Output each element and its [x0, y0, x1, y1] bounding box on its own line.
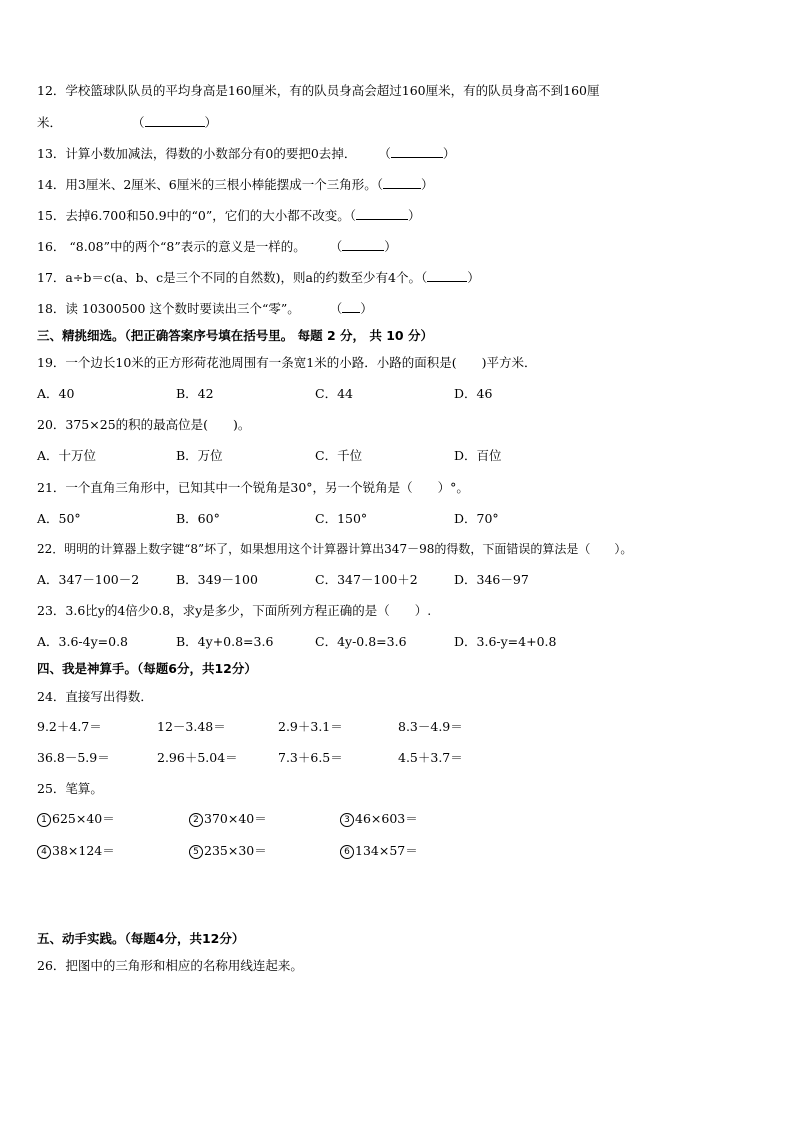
q24-problem: 2.9＋3.1＝	[278, 719, 343, 734]
close-paren: ）	[204, 115, 218, 130]
answer-blank-16[interactable]	[342, 238, 384, 251]
q25-item-5	[189, 842, 267, 860]
q24-problem: 7.3＋6.5＝	[278, 750, 343, 765]
q21-option-d[interactable]: D．70°	[454, 511, 499, 526]
close-paren: ）	[467, 270, 480, 285]
question-26: 26．把图中的三角形和相应的名称用线连起来。	[37, 958, 303, 973]
question-21: 21．一个直角三角形中，已知其中一个锐角是30°，另一个锐角是（ ）°。	[37, 480, 469, 495]
circled-number: 4	[37, 845, 51, 859]
q25-item-6	[340, 842, 418, 860]
open-paren: （	[329, 239, 343, 254]
q23-option-a[interactable]: A．3.6-4y=0.8	[37, 634, 128, 649]
section-5-heading: 五、动手实践。（每题4分，共12分）	[37, 931, 245, 946]
answer-blank-17[interactable]	[427, 269, 467, 282]
q22-option-a[interactable]: A．347－100－2	[37, 572, 140, 587]
circled-number: 5	[189, 845, 203, 859]
q25-item-text: 370×40＝	[204, 811, 267, 826]
question-15-text: 15．去掉6.700和50.9中的“0”，它们的大小都不改变。（	[37, 208, 357, 223]
q24-problem: 12－3.48＝	[157, 719, 226, 734]
circled-number: 1	[37, 813, 51, 827]
q22-option-d[interactable]: D．346－97	[454, 572, 529, 587]
q24-problem: 4.5＋3.7＝	[398, 750, 463, 765]
q25-item-1	[37, 810, 115, 828]
q21-option-c[interactable]: C．150°	[315, 511, 368, 526]
question-24: 24．直接写出得数．	[37, 689, 153, 704]
circled-number: 6	[340, 845, 354, 859]
question-18-text: 18．读 10300500 这个数时要读出三个“零”。	[37, 301, 300, 316]
question-19: 19．一个边长10米的正方形荷花池周围有一条宽1米的小路．小路的面积是( )平方米．	[37, 355, 537, 370]
q20-option-d[interactable]: D．百位	[454, 448, 502, 463]
q24-problem: 2.96＋5.04＝	[157, 750, 238, 765]
q19-option-d[interactable]: D．46	[454, 386, 493, 401]
close-paren: ）	[408, 208, 421, 223]
q23-option-c[interactable]: C．4y-0.8=3.6	[315, 634, 407, 649]
q19-option-a[interactable]: A．40	[37, 386, 75, 401]
circled-number: 2	[189, 813, 203, 827]
question-12	[37, 82, 599, 100]
q22-option-b[interactable]: B．349－100	[176, 572, 258, 587]
q25-item-text: 625×40＝	[52, 811, 115, 826]
question-12-text: 12．学校篮球队队员的平均身高是160厘米，有的队员身高会超过160厘米，有的队员身高不到160厘	[37, 83, 600, 98]
question-12-continuation	[37, 114, 217, 132]
question-16-text: 16． “8.08”中的两个“8”表示的意义是一样的。	[37, 239, 306, 254]
open-paren: （	[329, 301, 343, 316]
answer-blank-18[interactable]	[342, 300, 360, 313]
answer-blank-14[interactable]	[383, 176, 421, 189]
question-17-text: 17．a÷b＝c(a、b、c是三个不同的自然数)，则a的约数至少有4个。（	[37, 270, 428, 285]
answer-blank-12[interactable]	[145, 114, 205, 127]
q25-item-text: 235×30＝	[204, 843, 267, 858]
question-23: 23．3.6比y的4倍少0.8，求y是多少，下面所列方程正确的是（ ）.	[37, 603, 432, 618]
q24-problem: 36.8－5.9＝	[37, 750, 110, 765]
question-22: 22．明明的计算器上数字键“8”坏了，如果想用这个计算器计算出347－98的得数，下面错误的算法是（ ）。	[37, 542, 633, 556]
answer-blank-13[interactable]	[391, 145, 443, 158]
question-13	[37, 145, 455, 163]
q21-option-a[interactable]: A．50°	[37, 511, 81, 526]
question-25: 25．笔算。	[37, 781, 103, 796]
q21-option-b[interactable]: B．60°	[176, 511, 220, 526]
q19-option-c[interactable]: C．44	[315, 386, 353, 401]
circled-number: 3	[340, 813, 354, 827]
question-17	[37, 269, 480, 287]
section-3-heading: 三、精挑细选。（把正确答案序号填在括号里。 每题 2 分， 共 10 分）	[37, 328, 433, 343]
q25-item-text: 46×603＝	[355, 811, 418, 826]
question-14	[37, 176, 434, 194]
close-paren: ）	[442, 146, 456, 161]
q22-option-c[interactable]: C．347－100＋2	[315, 572, 418, 587]
q23-option-d[interactable]: D．3.6-y=4+0.8	[454, 634, 557, 649]
q25-item-4	[37, 842, 115, 860]
q20-option-a[interactable]: A．十万位	[37, 448, 97, 463]
q20-option-c[interactable]: C．千位	[315, 448, 363, 463]
section-4-heading: 四、我是神算手。（每题6分，共12分）	[37, 661, 257, 676]
question-18	[37, 300, 373, 318]
question-15	[37, 207, 421, 225]
q20-option-b[interactable]: B．万位	[176, 448, 223, 463]
open-paren: （	[378, 146, 391, 161]
q25-item-2	[189, 810, 267, 828]
question-13-text: 13．计算小数加减法，得数的小数部分有0的要把0去掉．	[37, 146, 357, 161]
q24-problem: 8.3－4.9＝	[398, 719, 463, 734]
q19-option-b[interactable]: B．42	[176, 386, 214, 401]
question-14-text: 14．用3厘米、2厘米、6厘米的三根小棒能摆成一个三角形。（	[37, 177, 384, 192]
question-12-cont-text: 米．	[37, 115, 63, 130]
question-16	[37, 238, 397, 256]
q25-item-text: 38×124＝	[52, 843, 115, 858]
q24-problem: 9.2＋4.7＝	[37, 719, 102, 734]
open-paren: （	[132, 115, 145, 130]
close-paren: ）	[384, 239, 397, 254]
q25-item-3	[340, 810, 418, 828]
close-paren: ）	[360, 301, 373, 316]
close-paren: ）	[421, 177, 434, 192]
answer-blank-15[interactable]	[356, 207, 408, 220]
q23-option-b[interactable]: B．4y+0.8=3.6	[176, 634, 274, 649]
question-20: 20．375×25的积的最高位是( )。	[37, 417, 251, 432]
q25-item-text: 134×57＝	[355, 843, 418, 858]
